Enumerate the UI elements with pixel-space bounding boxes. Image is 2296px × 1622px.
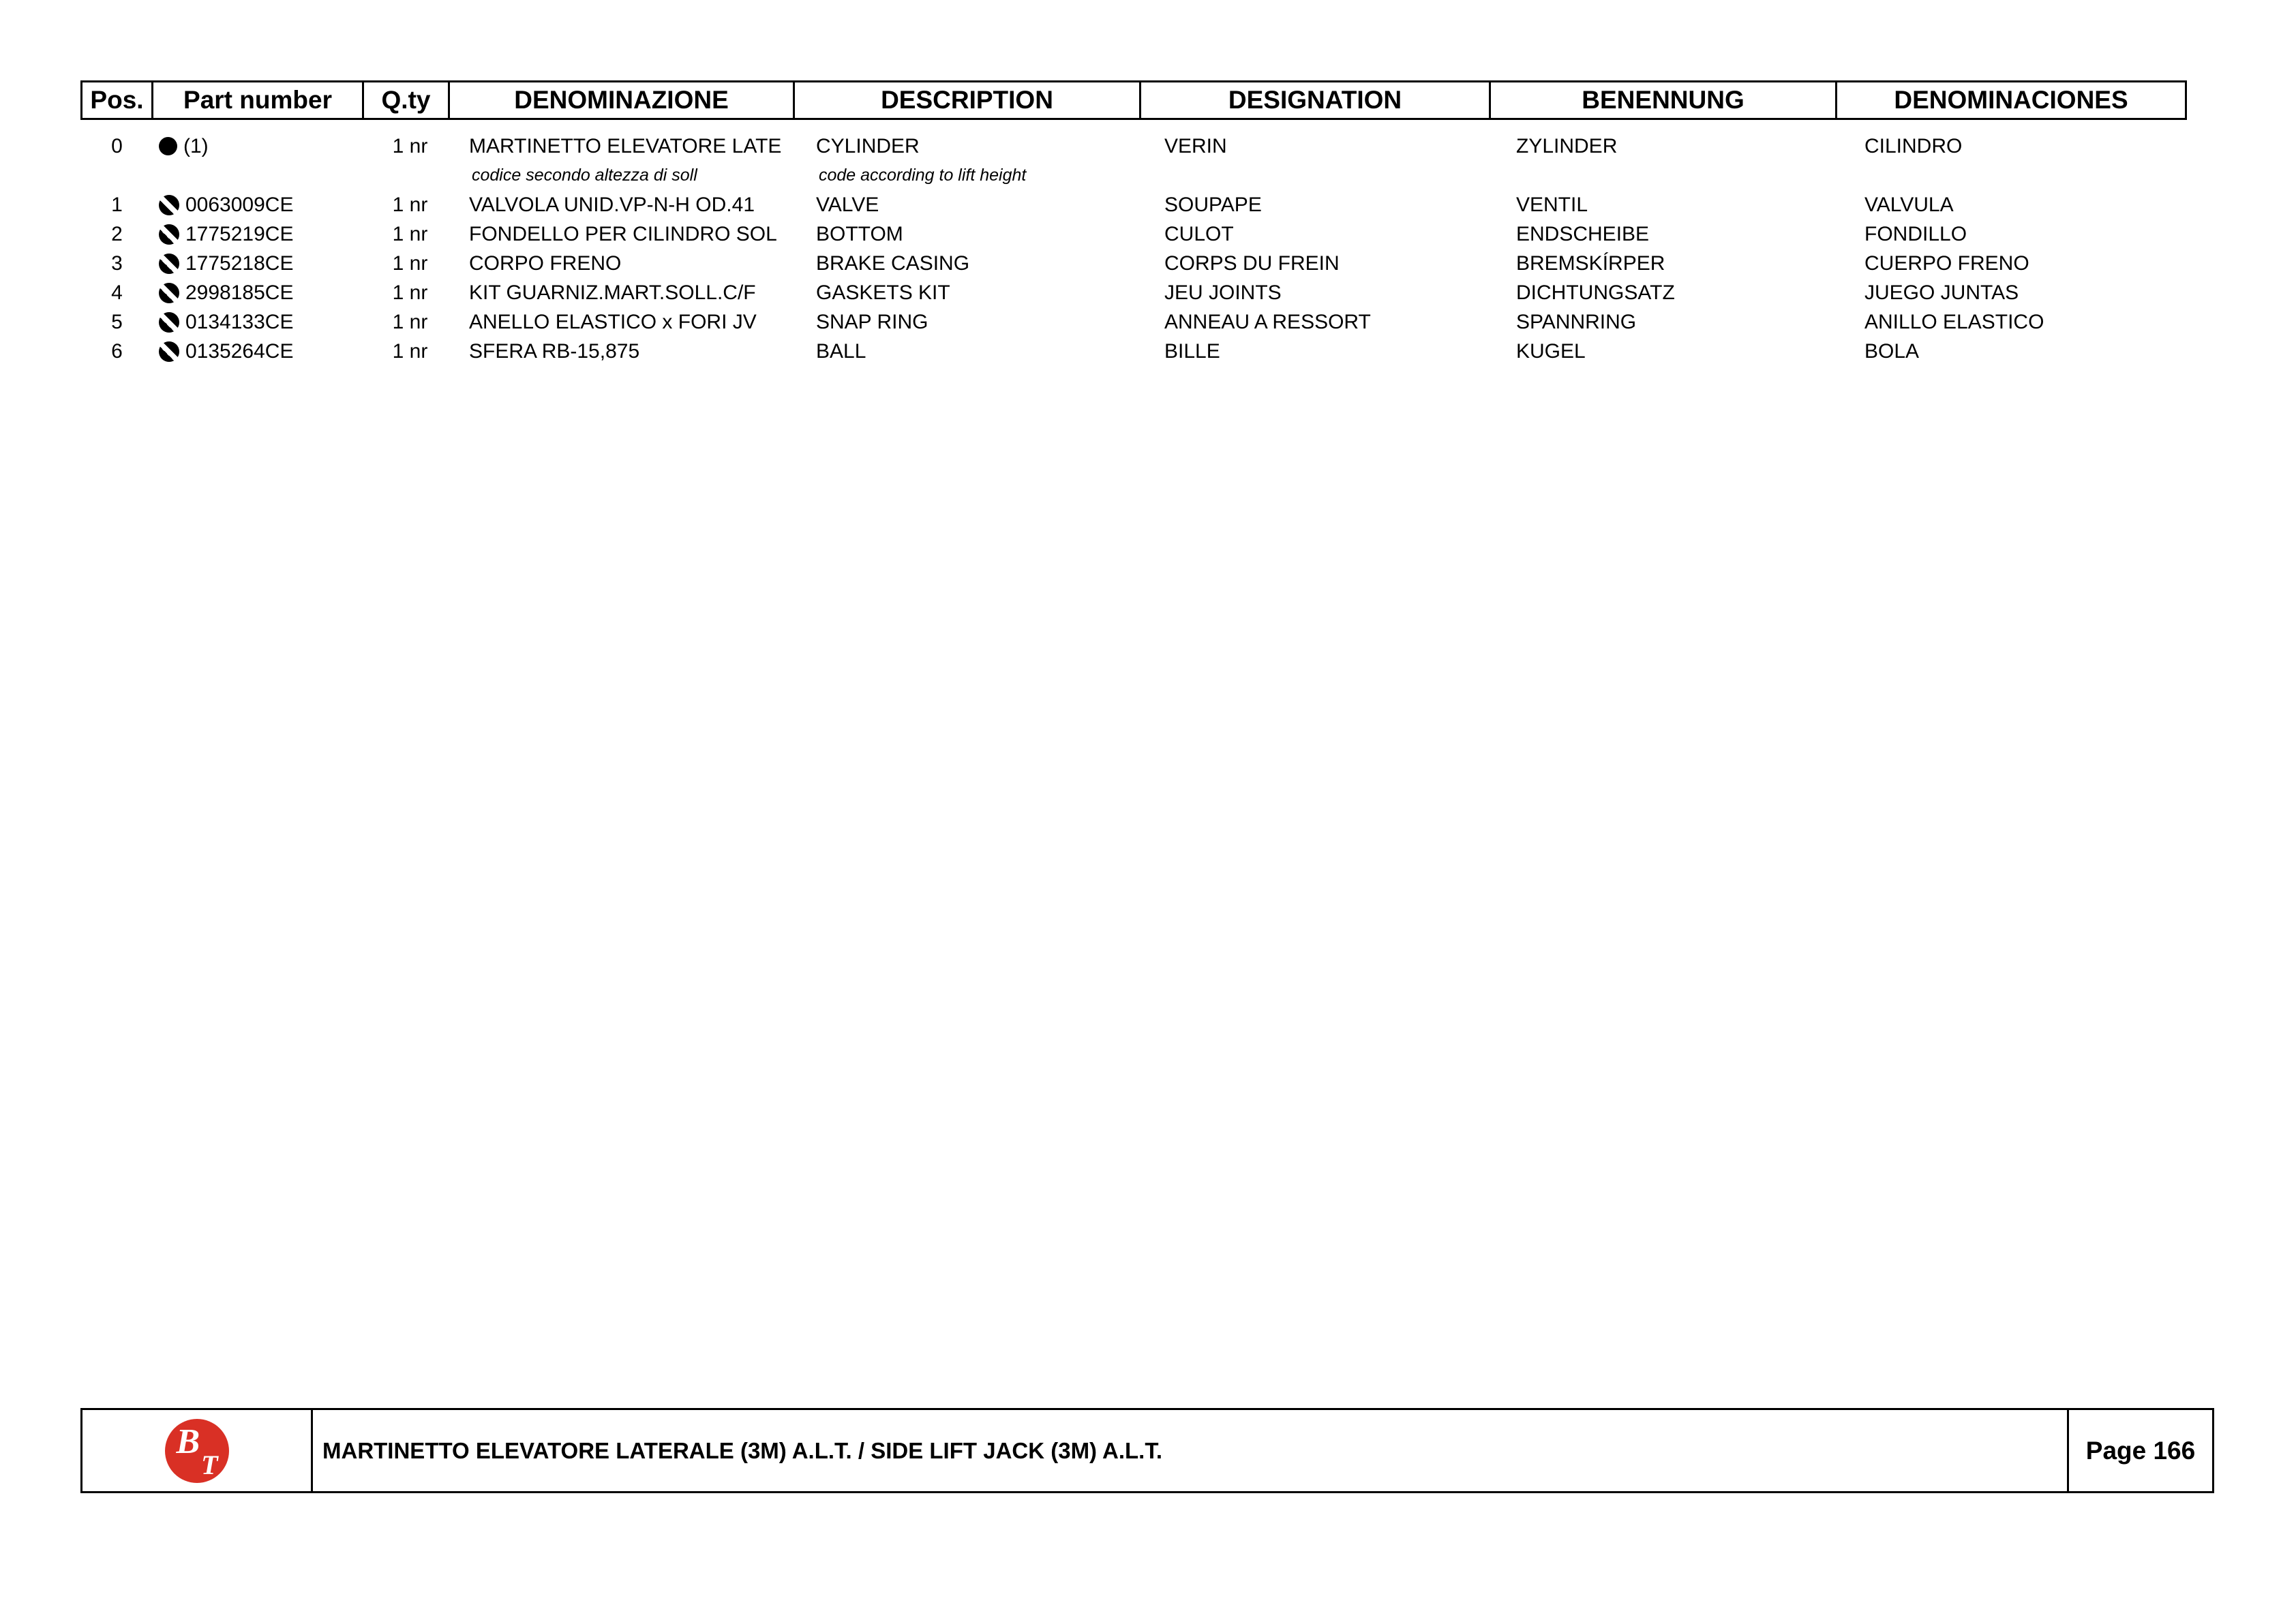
cell-denominazione: CORPO FRENO (469, 251, 622, 275)
cell-qty: 1 nr (392, 339, 428, 363)
cell-benennung: VENTIL (1516, 193, 1588, 216)
table-row (80, 249, 2201, 278)
cell-part-number (153, 311, 366, 334)
column-header-pos: Pos. (80, 80, 153, 120)
column-header-designation: DESIGNATION (1139, 80, 1491, 120)
table-row (80, 278, 2201, 307)
cell-designation: BILLE (1164, 339, 1220, 363)
cell-qty: 1 nr (392, 193, 428, 216)
cell-qty: 1 nr (392, 281, 428, 304)
cell-pos: 0 (111, 134, 123, 157)
cell-description: BOTTOM (816, 222, 903, 245)
cell-qty: 1 nr (392, 251, 428, 275)
note-english: code according to lift height (819, 166, 1027, 185)
column-header-denominazione: DENOMINAZIONE (448, 80, 795, 120)
column-header-description: DESCRIPTION (793, 80, 1141, 120)
cell-designation: SOUPAPE (1164, 193, 1262, 216)
column-header-benennung: BENENNUNG (1489, 80, 1837, 120)
cell-pos: 3 (111, 251, 123, 275)
part-number-text: 1775218CE (185, 251, 294, 275)
cell-pos: 2 (111, 222, 123, 245)
cell-description: BALL (816, 339, 866, 363)
cell-part-number (153, 252, 366, 275)
cell-designation: CORPS DU FREIN (1164, 251, 1340, 275)
cell-benennung: DICHTUNGSATZ (1516, 281, 1675, 304)
cell-benennung: KUGEL (1516, 339, 1586, 363)
cell-denominazione: MARTINETTO ELEVATORE LATE (469, 134, 782, 157)
cell-benennung: ENDSCHEIBE (1516, 222, 1650, 245)
cell-designation: CULOT (1164, 222, 1234, 245)
table-row (80, 219, 2201, 249)
part-disc-icon (159, 312, 179, 333)
cell-denominaciones: BOLA (1864, 339, 1920, 363)
cell-denominaciones: FONDILLO (1864, 222, 1967, 245)
table-row (80, 337, 2201, 366)
column-header-part-number: Part number (151, 80, 364, 120)
cell-denominaciones: JUEGO JUNTAS (1864, 281, 2019, 304)
cell-denominaciones: CUERPO FRENO (1864, 251, 2029, 275)
cell-qty: 1 nr (392, 134, 428, 157)
cell-part-number (153, 223, 366, 246)
cell-part-number (153, 281, 366, 305)
cell-pos: 6 (111, 339, 123, 363)
cell-designation: JEU JOINTS (1164, 281, 1282, 304)
page-number: Page 166 (2067, 1410, 2212, 1491)
cell-part-number (153, 340, 366, 363)
cell-denominazione: SFERA RB-15,875 (469, 339, 640, 363)
cell-designation: VERIN (1164, 134, 1227, 157)
table-row (80, 132, 2201, 161)
cell-denominaciones: ANILLO ELASTICO (1864, 310, 2044, 333)
cell-denominaciones: CILINDRO (1864, 134, 1963, 157)
cell-denominazione: ANELLO ELASTICO x FORI JV (469, 310, 757, 333)
cell-description: VALVE (816, 193, 879, 216)
cell-benennung: BREMSKÍRPER (1516, 251, 1665, 275)
footer-logo-cell (82, 1410, 313, 1491)
cell-pos: 4 (111, 281, 123, 304)
table-header-row (80, 80, 2187, 120)
cell-pos: 1 (111, 193, 123, 216)
table-row (80, 190, 2201, 219)
part-number-text: 0134133CE (185, 310, 294, 333)
cell-description: CYLINDER (816, 134, 920, 157)
part-disc-icon (159, 224, 179, 245)
cell-denominaciones: VALVULA (1864, 193, 1954, 216)
part-number-text: 0135264CE (185, 339, 294, 363)
filled-circle-icon (159, 137, 177, 155)
part-number-text: (1) (183, 134, 209, 157)
part-number-text: 1775219CE (185, 222, 294, 245)
cell-part-number (153, 135, 366, 158)
part-disc-icon (159, 341, 179, 362)
cell-qty: 1 nr (392, 222, 428, 245)
cell-pos: 5 (111, 310, 123, 333)
cell-designation: ANNEAU A RESSORT (1164, 310, 1371, 333)
cell-description: BRAKE CASING (816, 251, 970, 275)
cell-description: GASKETS KIT (816, 281, 950, 304)
cell-denominazione: VALVOLA UNID.VP-N-H OD.41 (469, 193, 755, 216)
cell-benennung: ZYLINDER (1516, 134, 1618, 157)
cell-denominazione: FONDELLO PER CILINDRO SOL (469, 222, 777, 245)
column-header-qty: Q.ty (362, 80, 450, 120)
part-number-text: 0063009CE (185, 193, 294, 216)
bt-logo (165, 1419, 229, 1483)
column-header-denominaciones: DENOMINACIONES (1835, 80, 2187, 120)
cell-part-number (153, 194, 366, 217)
table-body (80, 132, 2201, 366)
table-row (80, 307, 2201, 337)
part-number-text: 2998185CE (185, 281, 294, 304)
part-disc-icon (159, 283, 179, 303)
cell-description: SNAP RING (816, 310, 928, 333)
page-footer (80, 1408, 2214, 1493)
part-disc-icon (159, 195, 179, 215)
note-italian: codice secondo altezza di soll (472, 166, 697, 185)
part-disc-icon (159, 254, 179, 274)
bt-logo-letter-t: T (201, 1449, 218, 1480)
table-note-row (80, 161, 2201, 190)
cell-benennung: SPANNRING (1516, 310, 1637, 333)
footer-title: MARTINETTO ELEVATORE LATERALE (3M) A.L.T. / SIDE LIFT JACK (3M) A.L.T. (322, 1437, 1162, 1463)
cell-qty: 1 nr (392, 310, 428, 333)
cell-denominazione: KIT GUARNIZ.MART.SOLL.C/F (469, 281, 756, 304)
bt-logo-letter-b: B (176, 1422, 200, 1461)
